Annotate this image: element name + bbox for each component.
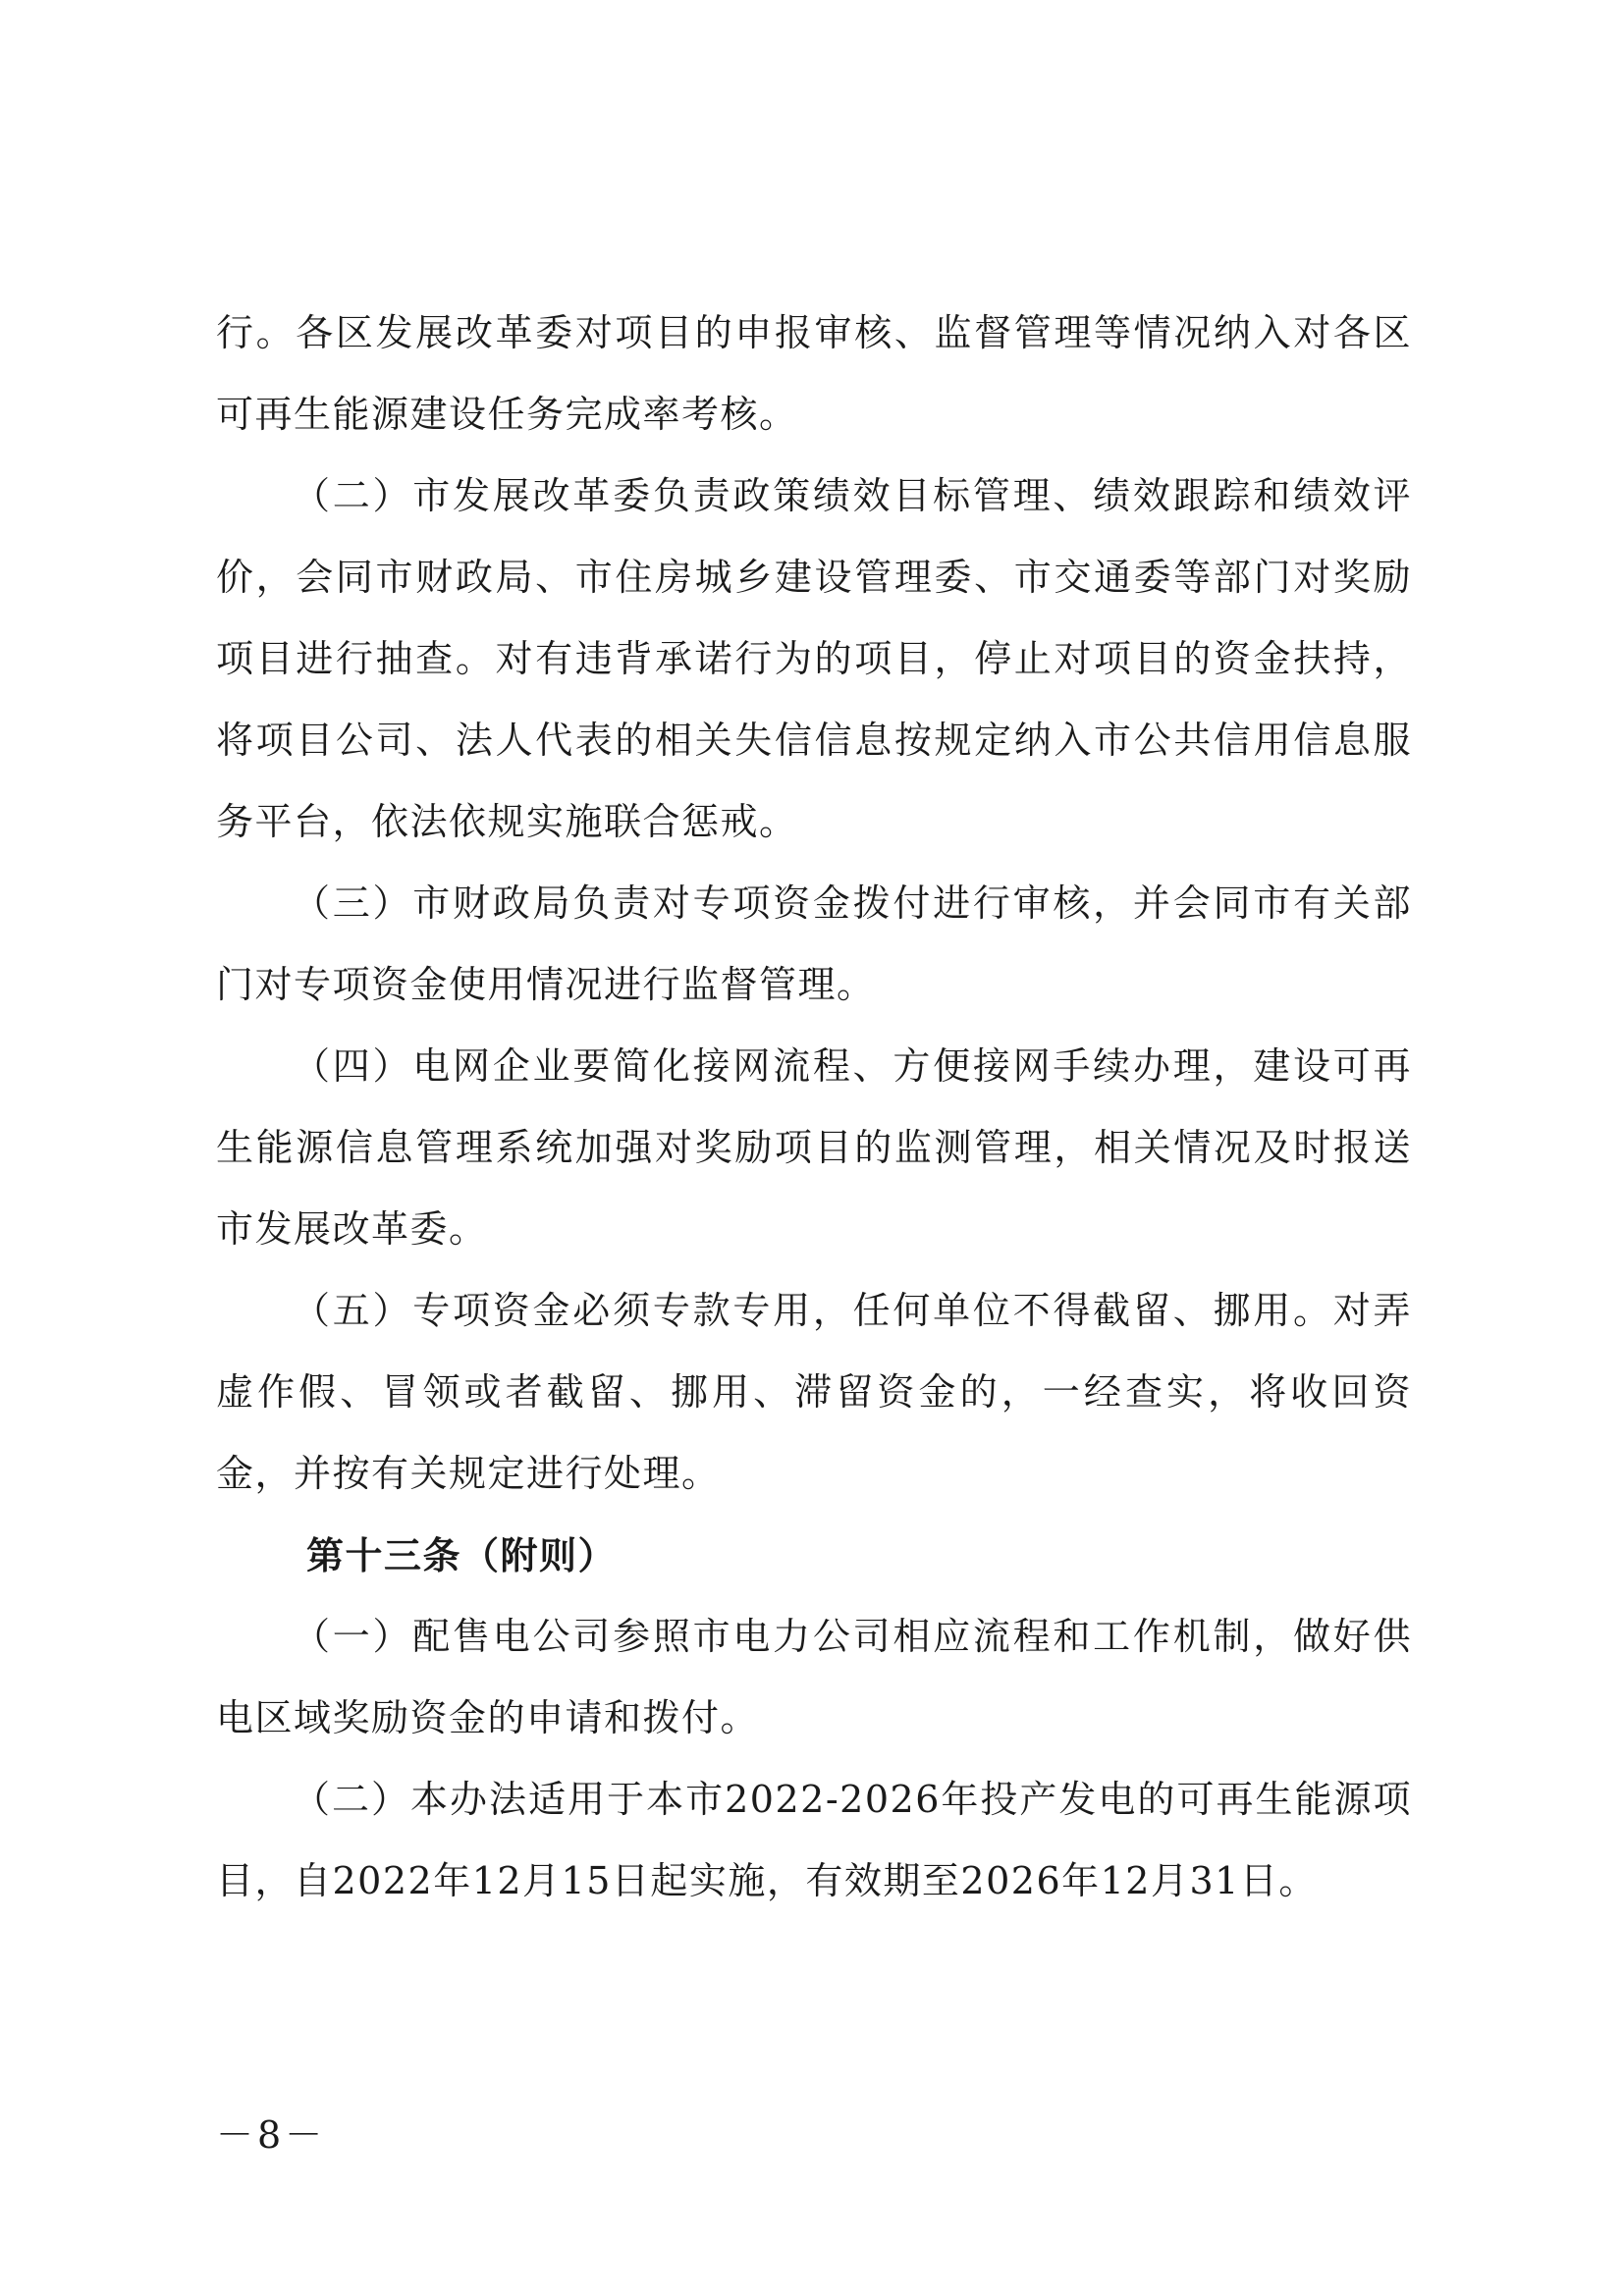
paragraph-item-2: （二）市发展改革委负责政策绩效目标管理、绩效跟踪和绩效评价，会同市财政局、市住房城乡建设管理委、市交通委等部门对奖励项目进行抽查。对有违背承诺行为的项目，停止对项目的资金扶持，将项目公司、法人代表的相关失信信息按规定纳入市公共信用信息服务平台，依法依规实施联合惩戒。 [216,474,1412,843]
paragraph-item-4: （四）电网企业要简化接网流程、方便接网手续办理，建设可再生能源信息管理系统加强对奖励项目的监测管理，相关情况及时报送市发展改革委。 [216,1044,1412,1251]
paragraph-item-5: （五）专项资金必须专款专用，任何单位不得截留、挪用。对弄虚作假、冒领或者截留、挪用、滞留资金的，一经查实，将收回资金，并按有关规定进行处理。 [216,1289,1412,1495]
article-heading: 第十三条（附则） [306,1533,618,1577]
document-body [216,293,1412,1922]
article-paragraph-1: （一）配售电公司参照市电力公司相应流程和工作机制，做好供电区域奖励资金的申请和拨付。 [216,1615,1412,1739]
paragraph-continuation: 行。各区发展改革委对项目的申报审核、监督管理等情况纳入对各区可再生能源建设任务完成率考核。 [216,311,1412,436]
article-paragraph-2: （二）本办法适用于本市2022-2026年投产发电的可再生能源项目，自2022年12月15日起实施，有效期至2026年12月31日。 [216,1778,1412,1902]
paragraph-item-3: （三）市财政局负责对专项资金拨付进行审核，并会同市有关部门对专项资金使用情况进行监督管理。 [216,881,1412,1006]
page-number: －8－ [216,2113,327,2157]
